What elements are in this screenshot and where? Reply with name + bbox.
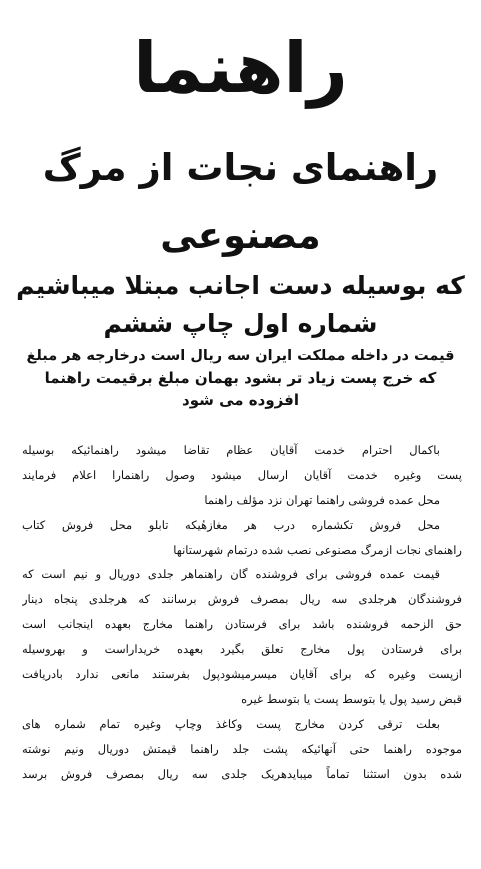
document-title: راهنما — [133, 27, 348, 109]
body-line: پست وغیره خدمت آقایان ارسال میشود وصول راهنمارا اعلام فرمایند — [22, 467, 462, 482]
body-line: شده بدون استثنا تماماً میبایدهریک جلدی سه ریال بمصرف فروش برسد — [22, 766, 462, 781]
body-line: فروشندگان هرجلدی سه ریال بمصرف فروش برسانند که هرجلدی پنجاه دینار — [22, 592, 462, 607]
body-line: راهنمای نجات ازمرگ مصنوعی نصب شده درتمام شهرستانها — [173, 542, 462, 557]
body-line: محل عمده فروشی راهنما تهران نزد مؤلف راهنما — [204, 492, 440, 507]
body-line: ازپست وغیره که برای آقایان میسرمیشودپول بفرستند مانعی ندارد بادریافت — [22, 667, 462, 682]
body-line: موجوده راهنما حتی آنهائیکه پشت جلد راهنما قیمتش دوریال ونیم نوشته — [22, 741, 462, 756]
body-line: قبض رسید پول یا بتوسط پست یا بتوسط غیره — [241, 691, 462, 706]
body-text — [22, 438, 462, 786]
body-line: برای فرستادن پول مخارج تعلق بگیرد بعهده خریداراست و بهروسیله — [22, 642, 462, 657]
price-notice — [22, 345, 459, 411]
body-line: محل فروش تکشماره درب هر مغازهٔیکه تابلو محل فروش کتاب — [22, 517, 440, 532]
body-line: قیمت عمده فروشی برای فروشنده گان راهنماهر جلدی دوریال و نیم است که — [22, 567, 440, 582]
document-subtitle-continued: مصنوعی — [160, 214, 321, 257]
price-line: افزوده می شود — [182, 391, 299, 409]
body-line: باکمال احترام خدمت آقایان عظام تقاضا میشود راهنمائیکه بوسیله — [22, 443, 440, 457]
price-line: که خرج پست زیاد تر بشود بهمان مبلغ برقیمت راهنما — [44, 369, 437, 387]
edition-line: شماره اول چاپ ششم — [103, 309, 378, 338]
document-subtitle: راهنمای نجات از مرگ — [42, 146, 439, 189]
tagline: که بوسیله دست اجانب مبتلا میباشیم — [16, 271, 465, 300]
body-line: حق الزحمه فروشنده باشد برای فرستادن راهنما مخارج بعهده اینجانب است — [22, 617, 462, 632]
body-line: بعلت ترقی کردن مخارج پست وکاغذ وچاپ وغیره تمام شماره های — [22, 716, 440, 731]
price-line: قیمت در داخله مملکت ایران سه ریال است درخارجه هر مبلغ — [26, 348, 455, 364]
